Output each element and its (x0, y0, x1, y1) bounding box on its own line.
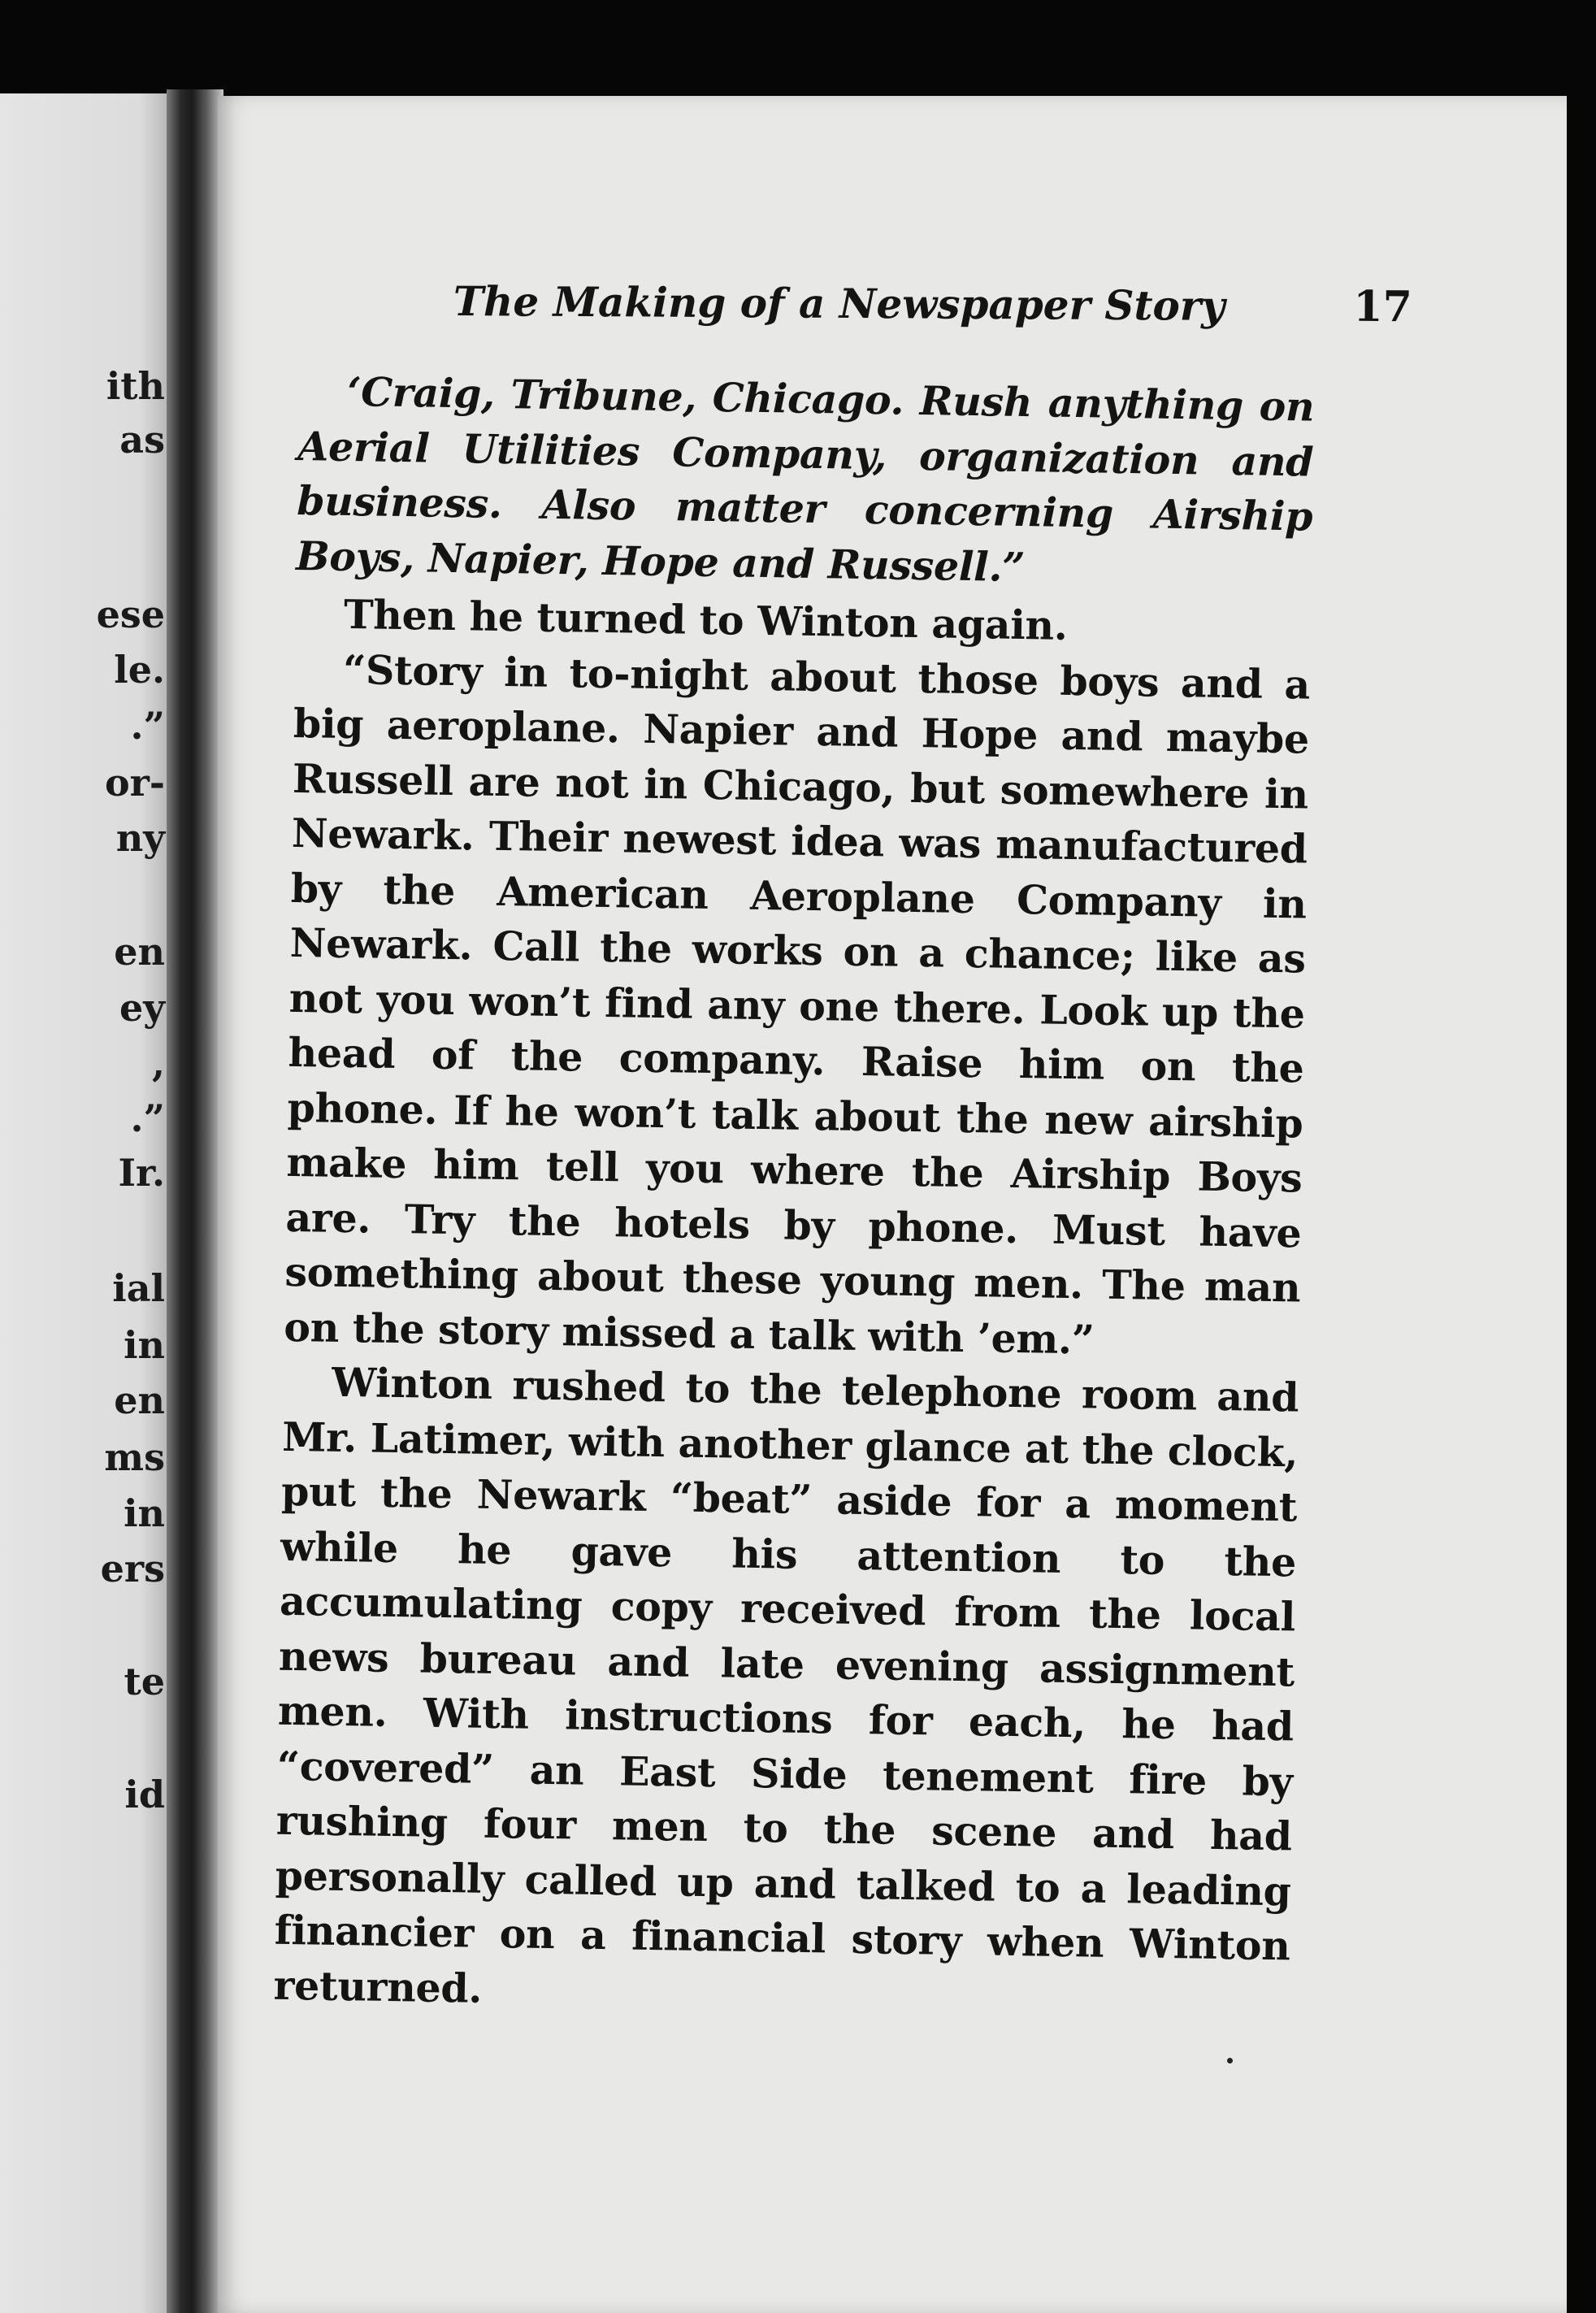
paragraph: “Story in to-night about those boys and a big aeroplane. Napier and Hope and maybe Russell are not in Chicago, but somewhere in Newark. Their newest idea was manufactured by the American Aeroplane Company in Newark. Call the works on a chance; like as not you won’t find any one there. Look up the head of the company. Raise him on the phone. If he won’t talk about the new airship make him tell you where the Airship Boys are. Try the hotels by phone. Must have something about these young men. The man on the story missed a talk with ’em.” (283, 645, 1311, 1364)
left-fragment: ese (96, 592, 165, 636)
left-fragment: or- (104, 761, 165, 805)
left-fragment: ith (106, 364, 165, 408)
left-fragment: .” (130, 704, 165, 748)
left-fragment: ey (119, 986, 165, 1030)
left-fragment: le. (114, 648, 165, 692)
left-fragment: in (124, 1323, 165, 1367)
left-fragment: ers (100, 1547, 165, 1590)
left-fragment: Ir. (118, 1151, 165, 1195)
left-fragment: te (124, 1660, 165, 1703)
left-fragment: , (151, 1041, 165, 1085)
left-fragment: as (119, 418, 165, 462)
running-head (453, 276, 1412, 332)
left-fragment: .” (130, 1096, 165, 1140)
left-fragment: in (124, 1491, 165, 1535)
page-number: 17 (1353, 281, 1412, 332)
right-page (218, 96, 1567, 2313)
left-fragment: ms (104, 1435, 165, 1479)
left-fragment: en (114, 1378, 165, 1422)
telegram-paragraph: ‘Craig, Tribune, Chicago. Rush anything on Aerial Utilities Company, organization and business. Also matter concerning Airship Boys, Napier, Hope and Russell.” (295, 367, 1315, 591)
running-title: The Making of a Newspaper Story (453, 277, 1225, 330)
left-fragment: ny (115, 816, 165, 860)
paragraph: Winton rushed to the telephone room and Mr. Latimer, with another glance at the clock, put the Newark “beat” aside for a moment while he gave his attention to the accumulating copy received from the local news bureau and late evening assignment men. With instructions for each, he had “covered” an East Side tenement fire by rushing four men to the scene and had personally called up and talked to a leading financier on a financial story when Winton returned. (273, 1358, 1299, 2012)
body-text (273, 364, 1315, 2029)
page-speck (1227, 2058, 1233, 2063)
paragraph: Then he turned to Winton again. (343, 590, 1069, 649)
book-gutter (167, 89, 223, 2313)
left-facing-page (0, 93, 175, 2313)
left-page-fragments (2, 93, 165, 2313)
left-fragment: ial (112, 1266, 165, 1310)
left-fragment: id (124, 1773, 165, 1816)
left-fragment: en (114, 930, 165, 974)
